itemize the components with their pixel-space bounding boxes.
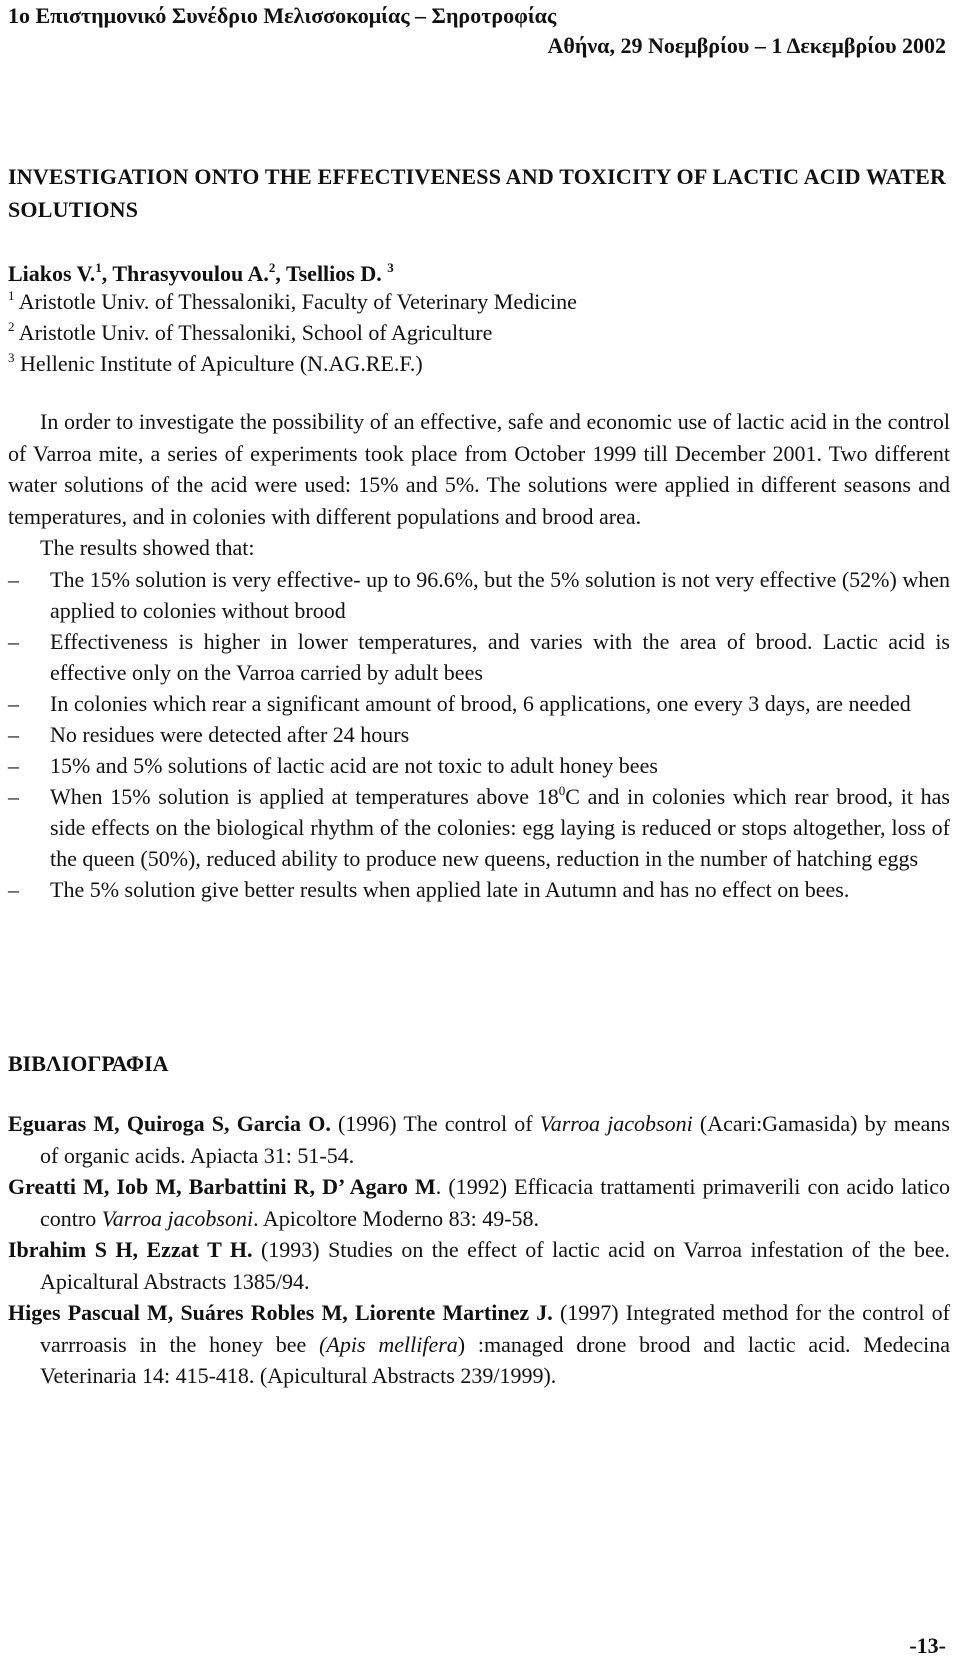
affiliation-mark: 3	[8, 350, 15, 365]
affiliation-mark: 2	[8, 319, 15, 334]
finding-item	[8, 750, 950, 781]
reference-text: . Apicoltore Moderno 83: 49-58.	[253, 1205, 540, 1231]
affiliation-list	[8, 286, 577, 379]
reference-entry	[8, 1297, 950, 1392]
reference-text: . (1992) Efficacia trattamenti primaverili con acido latico contro	[40, 1174, 950, 1231]
reference-text: ) :managed drone brood and lactic acid. Medecina Veterinaria 14: 415-418. (Apicultural Abstracts 239/1999).	[40, 1331, 950, 1388]
finding-item	[8, 688, 950, 719]
finding-text: When 15% solution is applied at temperatures above 18	[50, 783, 559, 809]
reference-text: (Acari:Gamasida) by means of organic acids. Apiacta 31: 51-54.	[40, 1111, 950, 1168]
author-name: Thrasyvoulou A.	[112, 261, 269, 286]
author-affiliation-mark: 1	[95, 260, 102, 275]
reference-authors: Greatti M, Iob M, Barbattini R, D’ Agaro M	[8, 1174, 436, 1199]
finding-text: Effectiveness is higher in lower temperatures, and varies with the area of brood. Lactic acid is effective only on the Varroa carried by adult bees	[50, 628, 950, 685]
references-heading: ΒΙΒΛΙΟΓΡΑΦΙΑ	[8, 1051, 169, 1076]
dash-bullet: –	[8, 752, 19, 778]
affiliation-line	[8, 317, 577, 348]
finding-text: The 15% solution is very effective- up to 96.6%, but the 5% solution is not very effective (52%) when applied to colonies without brood	[50, 566, 950, 623]
affiliation-text: Hellenic Institute of Apiculture (N.AG.RE.F.)	[20, 351, 423, 376]
author-name: Tsellios D.	[285, 261, 382, 286]
degree-superscript: 0	[558, 782, 566, 798]
reference-italic: Varroa jacobsoni	[539, 1111, 693, 1136]
author-affiliation-mark: 2	[268, 260, 276, 275]
findings-list	[8, 564, 950, 905]
author-affiliation-mark: 3	[387, 260, 394, 275]
finding-text: C and in colonies which rear brood, it has side effects on the biological rhythm of the colonies: egg laying is reduced or stops altogether, loss of the queen (50%), reduced ability to produce new queens, reduction in the number of hatching eggs	[50, 783, 950, 871]
affiliation-mark: 1	[8, 288, 15, 303]
reference-entry	[8, 1234, 950, 1297]
reference-italic: Varroa jacobsoni	[101, 1205, 254, 1231]
affiliation-text: Aristotle Univ. of Thessaloniki, School of Agriculture	[18, 320, 493, 345]
reference-entry	[8, 1108, 950, 1171]
author-name: Liakos V.	[8, 261, 96, 286]
abstract	[8, 406, 950, 905]
conference-header: 1ο Επιστημονικό Συνέδριο Μελισσοκομίας – Σηροτροφίας	[8, 3, 557, 28]
reference-text: (1996) The control of	[330, 1111, 540, 1136]
dash-bullet: –	[8, 876, 19, 902]
paper-title: INVESTIGATION ONTO THE EFFECTIVENESS AND TOXICITY OF LACTIC ACID WATER SOLUTIONS	[8, 164, 947, 222]
finding-item	[8, 564, 950, 626]
reference-authors: Ibrahim S H, Ezzat T H.	[8, 1237, 253, 1262]
dash-bullet: –	[8, 690, 19, 716]
conference-dates: Αθήνα, 29 Νοεμβρίου – 1 Δεκεμβρίου 2002	[547, 33, 946, 58]
finding-text: The 5% solution give better results when applied late in Autumn and has no effect on bees.	[50, 876, 850, 902]
finding-item	[8, 719, 950, 750]
abstract-intro: In order to investigate the possibility of an effective, safe and economic use of lactic acid in the control of Varroa mite, a series of experiments took place from October 1999 till December 2001. Two different water solutions of the acid were used: 15% and 5%. The solutions were applied in different seasons and temperatures, and in colonies with different populations and brood area.	[8, 409, 950, 529]
dash-bullet: –	[8, 721, 19, 747]
finding-item	[8, 781, 950, 874]
page-number: -13-	[909, 1633, 946, 1658]
dash-bullet: –	[8, 628, 19, 654]
results-lead: The results showed that:	[40, 535, 255, 560]
finding-text: No residues were detected after 24 hours	[50, 721, 410, 747]
dash-bullet: –	[8, 783, 19, 809]
finding-item	[8, 874, 950, 905]
reference-authors: Eguaras M, Quiroga S, Garcia O.	[8, 1111, 331, 1136]
reference-text: (1997) Integrated method for the control of varrroasis in the honey bee	[40, 1300, 950, 1357]
author-separator: ,	[101, 261, 113, 286]
finding-item	[8, 626, 950, 688]
author-separator: ,	[275, 261, 286, 286]
affiliation-line	[8, 348, 577, 379]
references-list	[8, 1108, 950, 1392]
reference-text: (1993) Studies on the effect of lactic acid on Varroa infestation of the bee. Apicaltural Abstracts 1385/94.	[40, 1237, 950, 1294]
dash-bullet: –	[8, 566, 19, 592]
reference-authors: Higes Pascual M, Suáres Robles M, Liorente Martinez J.	[8, 1300, 553, 1325]
affiliation-line	[8, 286, 577, 317]
affiliation-text: Aristotle Univ. of Thessaloniki, Faculty of Veterinary Medicine	[18, 289, 577, 314]
finding-text: 15% and 5% solutions of lactic acid are not toxic to adult honey bees	[50, 752, 658, 778]
finding-text: In colonies which rear a significant amount of brood, 6 applications, one every 3 days, are needed	[50, 690, 911, 716]
reference-entry	[8, 1171, 950, 1234]
reference-italic: (Apis mellifera	[319, 1331, 458, 1357]
